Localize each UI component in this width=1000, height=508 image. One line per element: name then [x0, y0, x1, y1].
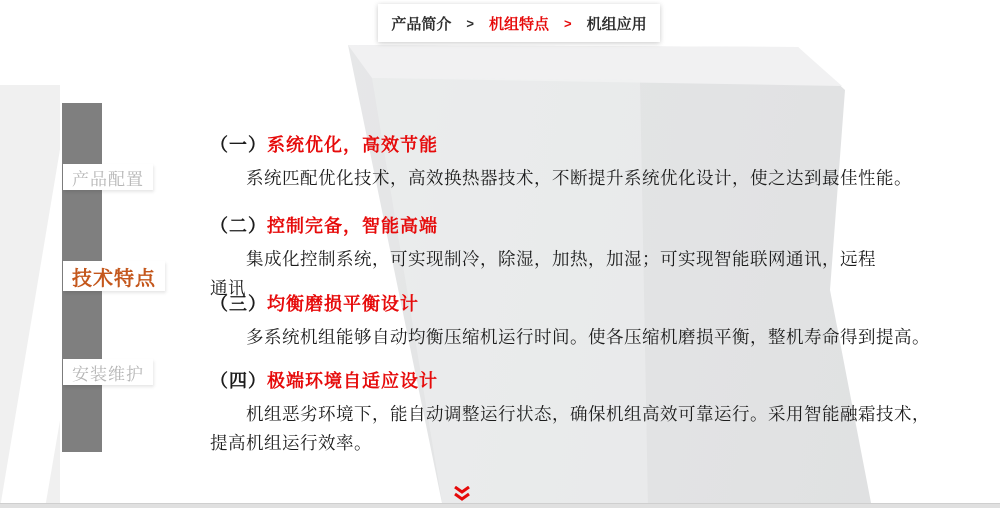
sidebar-item-product-config[interactable] [63, 164, 153, 190]
section-body-line: 提高机组运行效率。 [210, 433, 372, 453]
section-title: 系统优化，高效节能 [267, 135, 438, 155]
section-body-line: 通讯 [210, 278, 246, 298]
section-title: 极端环境自适应设计 [267, 371, 438, 391]
section-heading [210, 132, 930, 158]
section-number: （四） [210, 371, 267, 391]
section-title: 均衡磨损平衡设计 [267, 294, 419, 314]
sidebar-item-label: 产品配置 [72, 169, 144, 189]
section-body-line: 机组恶劣环境下，能自动调整运行状态，确保机组高效可靠运行。采用智能融霜技术， [246, 404, 930, 424]
section-heading [210, 368, 930, 394]
background-bottom-band [0, 503, 1000, 508]
double-chevron-down-icon [453, 486, 471, 502]
section-number: （一） [210, 135, 267, 155]
section-heading [210, 213, 930, 239]
section-number: （三） [210, 294, 267, 314]
sidebar-item-install-maintain[interactable] [63, 359, 153, 385]
section-title: 控制完备，智能高端 [267, 216, 438, 236]
breadcrumb-item-product-intro[interactable]: 产品简介 [391, 15, 452, 33]
feature-section-2 [210, 213, 930, 303]
sidebar-item-label: 安装维护 [72, 364, 144, 384]
sidebar-item-label: 技术特点 [72, 267, 156, 290]
breadcrumb [378, 4, 660, 42]
sidebar-item-technical-features[interactable] [63, 261, 165, 291]
section-body-line: 多系统机组能够自动均衡压缩机运行时间。使各压缩机磨损平衡，整机寿命得到提高。 [246, 327, 930, 347]
feature-section-1 [210, 132, 930, 193]
breadcrumb-item-unit-features[interactable]: 机组特点 [488, 15, 549, 33]
breadcrumb-separator-icon: > [466, 15, 474, 31]
section-heading [210, 291, 930, 317]
breadcrumb-separator-icon: > [564, 15, 572, 31]
feature-section-4 [210, 368, 930, 458]
section-body-line: 系统匹配优化技术，高效换热器技术，不断提升系统优化设计，使之达到最佳性能。 [246, 168, 912, 188]
feature-section-3 [210, 291, 930, 352]
section-number: （二） [210, 216, 267, 236]
scroll-down-button[interactable] [453, 486, 471, 502]
section-body-line: 集成化控制系统，可实现制冷，除湿，加热，加湿；可实现智能联网通讯，远程 [246, 249, 876, 269]
breadcrumb-item-unit-application[interactable]: 机组应用 [586, 15, 647, 33]
